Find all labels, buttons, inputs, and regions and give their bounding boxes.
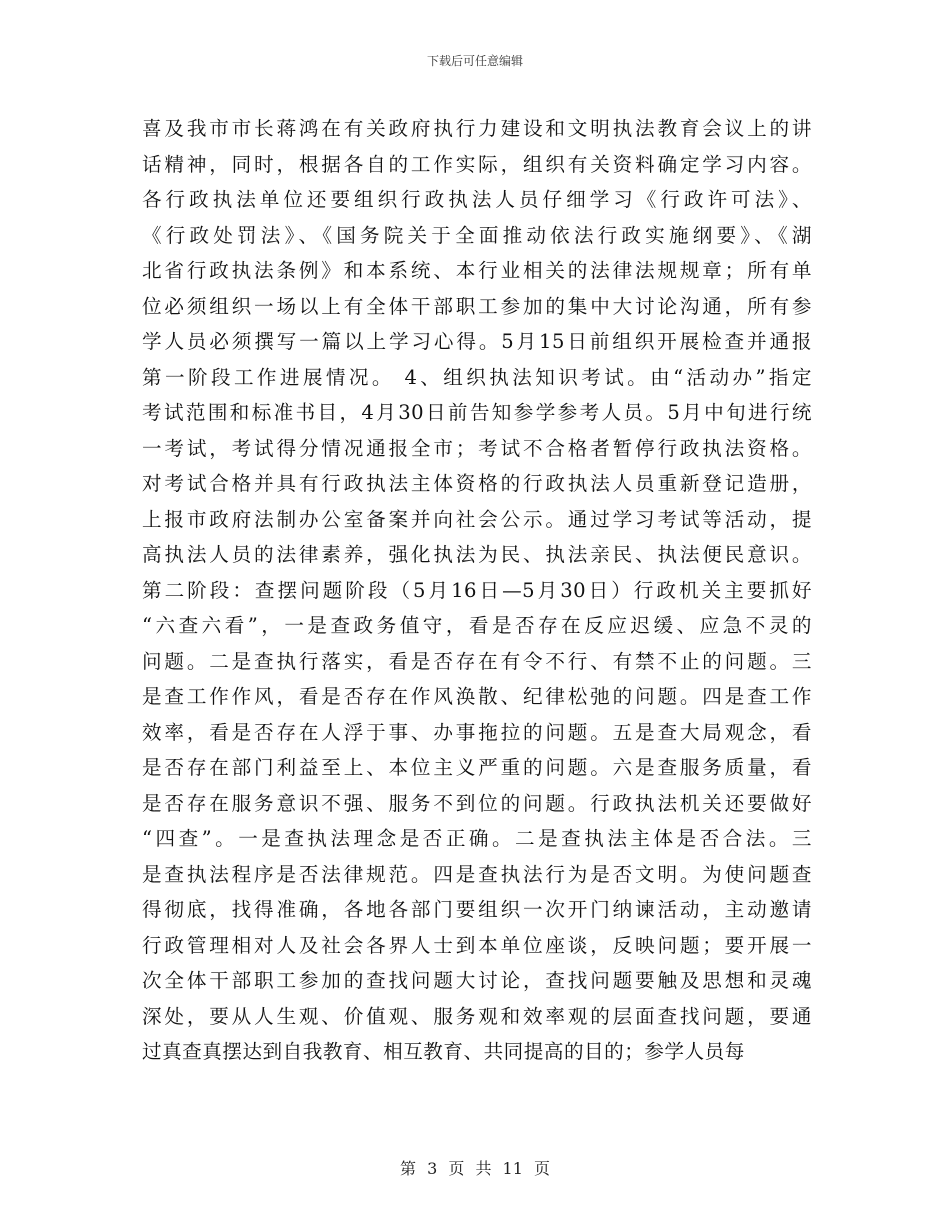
text-line: 学人员必须撰写一篇以上学习心得。5月15日前组织开展检查并通报 [142, 330, 812, 353]
text-line: 是查执法程序是否法律规范。四是查执法行为是否文明。为使问题查 [142, 862, 812, 886]
text-line: 喜及我市市长蒋鸿在有关政府执行力建设和文明执法教育会议上的讲 [142, 117, 812, 140]
text-line: 北省行政执法条例》和本系统、本行业相关的法律法规规章；所有单 [142, 259, 812, 282]
text-line: 得彻底，找得准确，各地各部门要组织一次开门纳谏活动，主动邀请 [142, 898, 812, 921]
text-line: 第二阶段：查摆问题阶段（5月16日—5月30日）行政机关主要抓好 [142, 578, 812, 602]
text-line: 一考试，考试得分情况通报全市；考试不合格者暂停行政执法资格。 [142, 436, 812, 460]
text-line: 第一阶段工作进展情况。 4、组织执法知识考试。由“活动办”指定 [142, 365, 812, 389]
body-text [142, 111, 812, 1070]
text-line: 效率，看是否存在人浮于事、办事拖拉的问题。五是查大局观念，看 [142, 720, 812, 744]
text-line: 是否存在服务意识不强、服务不到位的问题。行政执法机关还要做好 [142, 791, 812, 815]
text-line: 是查工作作风，看是否存在作风涣散、纪律松弛的问题。四是查工作 [142, 685, 812, 708]
text-line: 深处，要从人生观、价值观、服务观和效率观的层面查找问题，要通 [142, 1004, 812, 1028]
text-line: 《行政处罚法》、《国务院关于全面推动依法行政实施纲要》、《湖 [142, 223, 812, 247]
text-line: 是否存在部门利益至上、本位主义严重的问题。六是查服务质量，看 [142, 756, 812, 779]
text-line: 行政管理相对人及社会各界人士到本单位座谈，反映问题；要开展一 [142, 933, 812, 957]
page-header-note: 下载后可任意编辑 [426, 54, 523, 68]
text-line: 考试范围和标准书目，4月30日前告知参学参考人员。5月中旬进行统 [142, 401, 812, 424]
text-line: “四查”。一是查执法理念是否正确。二是查执法主体是否合法。三 [142, 827, 812, 850]
text-line: “六查六看”，一是查政务值守，看是否存在反应迟缓、应急不灵的 [142, 614, 812, 637]
text-line: 位必须组织一场以上有全体干部职工参加的集中大讨论沟通，所有参 [142, 294, 812, 318]
text-line: 问题。二是查执行落实，看是否存在有令不行、有禁不止的问题。三 [142, 649, 812, 673]
text-line: 对考试合格并具有行政执法主体资格的行政执法人员重新登记造册， [142, 472, 812, 495]
text-line: 话精神，同时，根据各自的工作实际，组织有关资料确定学习内容。 [142, 152, 812, 176]
page-number: 第 3 页 共 11 页 [400, 1159, 550, 1178]
text-line: 过真查真摆达到自我教育、相互教育、共同提高的目的；参学人员每 [142, 1040, 745, 1063]
text-line: 次全体干部职工参加的查找问题大讨论，查找问题要触及思想和灵魂 [142, 969, 812, 992]
text-line: 高执法人员的法律素养，强化执法为民、执法亲民、执法便民意识。 [142, 543, 812, 566]
text-line: 各行政执法单位还要组织行政执法人员仔细学习《行政许可法》、 [142, 188, 812, 211]
text-line: 上报市政府法制办公室备案并向社会公示。通过学习考试等活动，提 [142, 507, 812, 531]
